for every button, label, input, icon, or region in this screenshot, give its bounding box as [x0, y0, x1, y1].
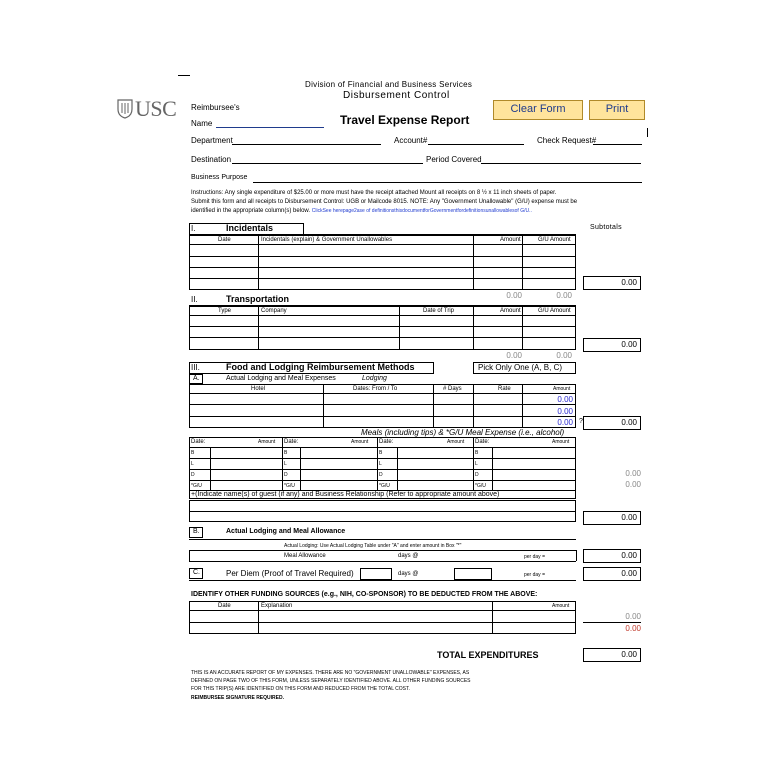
- name-label: Name: [191, 119, 213, 128]
- lodging-amount-3: 0.00: [557, 418, 573, 427]
- department-field[interactable]: [232, 144, 381, 145]
- col-rate: Rate: [498, 386, 511, 392]
- lodging-subtotal[interactable]: 0.00: [583, 416, 641, 430]
- meal-row-gu: *G/U: [191, 483, 202, 489]
- meal-date-1: Date:: [191, 439, 206, 445]
- cert-line2: DEFINED ON PAGE TWO OF THIS FORM, UNLESS SEPARATELY IDENTIFIED ABOVE. ALL OTHER FUNDING SOURCES: [191, 678, 471, 684]
- meal-date-4: Date:: [475, 439, 490, 445]
- meal-row-gu: *G/U: [284, 483, 295, 489]
- meal-amount-1: Amount: [258, 439, 276, 445]
- rule: [189, 278, 576, 279]
- incidentals-amount-total: 0.00: [506, 291, 522, 300]
- incidentals-gu-total: 0.00: [556, 291, 572, 300]
- col-incidentals: Incidentals (explain) & Government Unallowables: [261, 237, 393, 243]
- option-a-title: Actual Lodging and Meal Expenses: [226, 375, 336, 382]
- col-amount: Amount: [500, 237, 521, 243]
- guest-subtotal[interactable]: 0.00: [583, 511, 641, 525]
- meal-row-d: D: [191, 472, 195, 478]
- rule: [189, 539, 576, 540]
- option-b-label: B.: [193, 528, 200, 535]
- meal-row-b: B: [379, 450, 383, 456]
- rule: [377, 437, 378, 490]
- incidentals-num: I.: [191, 224, 196, 233]
- division-title: Division of Financial and Business Services: [305, 80, 473, 89]
- funding-table: [189, 601, 576, 634]
- rule: [492, 601, 493, 634]
- rule: [189, 580, 576, 581]
- incidentals-title: Incidentals: [226, 223, 274, 233]
- per-day-c: per day =: [524, 572, 545, 578]
- col-explanation: Explanation: [261, 603, 293, 609]
- corner-mark: [178, 75, 190, 76]
- rule: [189, 404, 576, 405]
- rule: [189, 315, 576, 316]
- meal-amount-4: Amount: [552, 439, 570, 445]
- per-diem-days-field[interactable]: [360, 568, 392, 580]
- rule: [189, 550, 576, 551]
- lodging-mark: ?: [579, 418, 583, 425]
- meal-amount-3: Amount: [447, 439, 465, 445]
- incidentals-subtotal[interactable]: 0.00: [583, 276, 641, 290]
- col-amount: Amount: [552, 603, 570, 609]
- col-gu-amount: G/U Amount: [538, 308, 571, 314]
- col-date: Date: [218, 237, 231, 243]
- meal-row-gu: *G/U: [379, 483, 390, 489]
- rule: [399, 306, 400, 350]
- col-date-of-trip: Date of Trip: [423, 308, 455, 314]
- col-date: Date: [218, 603, 231, 609]
- rule: [210, 447, 211, 490]
- meal-row-b: B: [191, 450, 195, 456]
- col-hotel: Hotel: [251, 386, 266, 392]
- col-company: Company: [261, 308, 287, 314]
- rule: [323, 384, 324, 428]
- meal-allowance-label: Meal Allowance: [284, 553, 326, 559]
- col-amount: Amount: [500, 308, 521, 314]
- funding-deduction: 0.00: [625, 624, 641, 633]
- funding-title: IDENTIFY OTHER FUNDING SOURCES (e.g., NIH, CO-SPONSOR) TO BE DEDUCTED FROM THE ABOVE:: [191, 591, 538, 598]
- purpose-field[interactable]: [253, 182, 642, 183]
- instructions-line2: Submit this form and all receipts to Disbursement Control: UGB or Mailcode 8015. NOTE: Any "Government Unallowable" (G/U) expense must be: [191, 199, 578, 205]
- per-day-b: per day =: [524, 554, 545, 560]
- food-num: III.: [191, 363, 200, 372]
- option-c-title: Per Diem (Proof of Travel Required): [226, 569, 354, 578]
- rule: [473, 437, 474, 490]
- rule: [189, 244, 576, 245]
- meal-date-2: Date:: [284, 439, 299, 445]
- option-c-label: C.: [193, 569, 200, 576]
- meal-row-l: L: [379, 461, 382, 467]
- check-request-label: Check Request#: [537, 136, 597, 145]
- option-c-subtotal[interactable]: 0.00: [583, 567, 641, 581]
- meal-row-b: B: [284, 450, 288, 456]
- rule: [189, 561, 576, 562]
- rule: [258, 235, 259, 290]
- meal-row-gu: *G/U: [475, 483, 486, 489]
- check-request-field[interactable]: [593, 144, 642, 145]
- transportation-title: Transportation: [226, 294, 290, 304]
- meals-subtotal: 0.00: [625, 469, 641, 478]
- rule: [189, 267, 576, 268]
- clear-form-button[interactable]: Clear Form: [493, 100, 583, 120]
- rule: [189, 393, 576, 394]
- days-at-c: days @: [398, 571, 419, 577]
- cert-line1: THIS IS AN ACCURATE REPORT OF MY EXPENSES. THERE ARE NO "GOVERNMENT UNALLOWABLE" EXPENSES, AS: [191, 670, 470, 676]
- col-dates: Dates: From / To: [353, 386, 398, 392]
- meal-row-b: B: [475, 450, 479, 456]
- meals-title: Meals (including tips) & *G/U Meal Expense (i.e., alcohol): [361, 428, 565, 437]
- meal-amount-2: Amount: [351, 439, 369, 445]
- total-label: TOTAL EXPENDITURES: [437, 650, 539, 660]
- account-label: Account#: [394, 136, 428, 145]
- option-b-subtotal[interactable]: 0.00: [583, 549, 641, 563]
- rule: [258, 601, 259, 634]
- transportation-gu-total: 0.00: [556, 351, 572, 360]
- meal-row-l: L: [475, 461, 478, 467]
- rule: [189, 256, 576, 257]
- col-type: Type: [218, 308, 232, 314]
- rule: [189, 458, 576, 459]
- transportation-subtotal[interactable]: 0.00: [583, 338, 641, 352]
- rule: [189, 480, 576, 481]
- account-field[interactable]: [428, 144, 524, 145]
- print-button[interactable]: Print: [589, 100, 645, 120]
- rule: [473, 306, 474, 350]
- instructions-line1: Instructions: Any single expenditure of $25.00 or more must have the receipt attached Mount all receipts on 8 ½ x 11 inch sheets of paper.: [191, 190, 557, 196]
- pick-one-label: Pick Only One (A, B, C): [478, 363, 563, 372]
- cert-line4: REIMBURSEE SIGNATURE REQUIRED.: [191, 695, 284, 701]
- meal-row-l: L: [191, 461, 194, 467]
- rule: [189, 622, 576, 623]
- rule: [189, 326, 576, 327]
- destination-field[interactable]: [232, 163, 423, 164]
- rule: [492, 447, 493, 490]
- col-amount: Amount: [553, 386, 571, 392]
- rule: [189, 337, 576, 338]
- meal-row-d: D: [284, 472, 288, 478]
- lodging-amount-2: 0.00: [557, 407, 573, 416]
- transportation-num: II.: [191, 295, 198, 304]
- department-title: Disbursement Control: [343, 90, 450, 101]
- rule: [282, 437, 283, 490]
- purpose-label: Business Purpose: [191, 174, 248, 181]
- col-gu-amount: G/U Amount: [538, 237, 571, 243]
- total-value[interactable]: 0.00: [583, 648, 641, 662]
- rule: [473, 235, 474, 290]
- meal-row-d: D: [379, 472, 383, 478]
- meal-row-l: L: [284, 461, 287, 467]
- option-b-line1: Actual Lodging: Use Actual Lodging Table under "A" and enter amount in Box "*": [284, 543, 462, 549]
- rule: [433, 384, 434, 428]
- meal-date-3: Date:: [379, 439, 394, 445]
- instructions-line3: [191, 208, 532, 214]
- lodging-amount-1: 0.00: [557, 395, 573, 404]
- option-b-title: Actual Lodging and Meal Allowance: [226, 528, 346, 535]
- guest-note: +(Indicate name(s) of guest (if any) and Business Relationship (Refer to appropriate amount above): [191, 491, 500, 498]
- rule: [300, 447, 301, 490]
- rule: [189, 511, 576, 512]
- days-at-b: days @: [398, 553, 419, 559]
- food-title: Food and Lodging Reimbursement Methods: [226, 362, 415, 372]
- rule: [576, 550, 577, 561]
- rule: [522, 306, 523, 350]
- rule: [189, 416, 576, 417]
- option-a-label: A.: [193, 375, 200, 382]
- reimbursee-label: Reimbursee's: [191, 103, 240, 112]
- rule: [473, 384, 474, 428]
- usc-logo: [116, 97, 134, 124]
- definitions-link[interactable]: ClickSee herepage2ase of definitionsthisdocumentforGovernmentfordefinitionsunallowablesof G/U..: [311, 208, 532, 214]
- lodging-label: Lodging: [362, 375, 387, 382]
- rule: [189, 469, 576, 470]
- rule: [189, 610, 576, 611]
- instructions-text: identified in the appropriate column(s) below.: [191, 208, 312, 214]
- funding-amount: 0.00: [625, 612, 641, 621]
- shield-icon: [116, 97, 134, 119]
- edge-mark: [647, 128, 648, 137]
- meals-gu-subtotal: 0.00: [625, 480, 641, 489]
- rule: [522, 235, 523, 290]
- period-label: Period Covered: [426, 155, 482, 164]
- destination-label: Destination: [191, 155, 232, 164]
- logo-text: USC: [135, 96, 177, 121]
- subtotals-label: Subtotals: [590, 224, 622, 231]
- rule: [397, 447, 398, 490]
- rule: [189, 550, 190, 561]
- department-label: Department: [191, 136, 233, 145]
- period-field[interactable]: [481, 163, 641, 164]
- meal-row-d: D: [475, 472, 479, 478]
- rule: [258, 306, 259, 350]
- col-days: # Days: [443, 386, 462, 392]
- name-field[interactable]: [216, 127, 324, 128]
- cert-line3: FOR THIS TRIP(S) ARE IDENTIFIED ON THIS FORM AND REDUCED FROM THE TOTAL COST.: [191, 686, 410, 692]
- page-title: Travel Expense Report: [340, 113, 470, 127]
- per-diem-rate-field[interactable]: [454, 568, 492, 580]
- rule: [583, 622, 641, 623]
- transportation-amount-total: 0.00: [506, 351, 522, 360]
- rule: [189, 447, 576, 448]
